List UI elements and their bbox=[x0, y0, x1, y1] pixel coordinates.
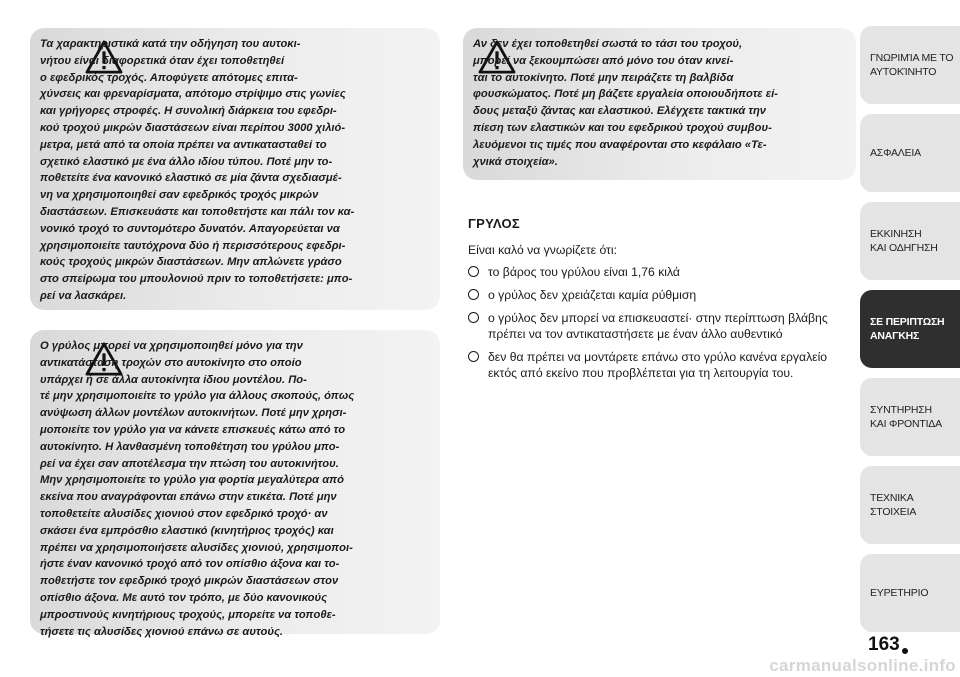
watermark: carmanualsonline.info bbox=[769, 656, 956, 675]
list-item: ο γρύλος δεν χρειάζεται καμία ρύθμιση bbox=[468, 287, 853, 303]
tab-index[interactable]: ΕΥΡΕΤΗΡΙΟ bbox=[860, 554, 960, 632]
tab-getting-to-know[interactable]: ΓΝΩΡΙΜΊΑ ΜΕ ΤΟ ΑΥΤΟΚΊΝΗΤΟ bbox=[860, 26, 960, 104]
section-title: ΓΡΥΛΟΣ bbox=[468, 216, 521, 231]
tab-safety[interactable]: ΑΣΦΑΛΕΙΑ bbox=[860, 114, 960, 192]
bullet-circle-icon bbox=[468, 266, 479, 277]
warning-text: Ο γρύλος μπορεί να χρησιμοποιηθεί μόνο για την αντικατάσταση τροχών στο αυτοκίνητο στο οποίο υπάρχει ή σε άλλα αυτοκίνητα ίδιου μοντέλου. Πο- τέ μην χρησιμοποιείτε το γρύλο για άλλους σκοπούς, όπως ανύψωση άλλων μοντέλων αυτοκινήτων. Ποτέ μην χρησι- μοποιείτε τον γρύλο για να κάνετε επισκευές κάτω από το αυτοκίνητο. Η λανθασμένη τοποθέτηση του γρύλου μπο- ρεί να έχει σαν αποτέλεσμα την πτώση του αυτοκινήτου. Μην χρησιμοποιείτε το γρύλο για φορτία μεγαλύτερα από εκείνα που αναγράφονται επάνω στην ετικέτα. Ποτέ μην τοποθετείτε αλυσίδες χιονιού στον εφεδρικό τροχό· αν σκάσει ένα εμπρόσθιο ελαστικό (κινητήριος τροχός) και πρέπει να χρησιμοποιήσετε αλυσίδες χιονιού, χρησιμοποι- ήστε έναν κανονικό τροχό από τον οπίσθιο άξονα και το- ποθετήστε τον εφεδρικό τροχό μικρών διαστάσεων στον οπίσθιο άξονα. Με αυτό τον τρόπο, με δύο κανονικούς μπροστινούς κινητήριους τροχούς, μπορείτε να τοποθε- τήσετε τις αλυσίδες χιονιού επάνω σε αυτούς. bbox=[40, 340, 355, 638]
page-number: 163 bbox=[868, 634, 900, 655]
warning-box-tire-handling bbox=[30, 28, 440, 310]
warning-text: Τα χαρακτηριστικά κατά την οδήγηση του αυτοκι- νήτου είναι διαφορετικά όταν έχει τοποθετηθεί ο εφεδρικός τροχός. Αποφύγετε απότομες επιτα- χύνσεις και φρεναρίσματα, απότομο στρίψιμο στις γωνίες και γρήγορες στροφές. Η συνολική διάρκεια του εφεδρι- κού τροχού μικρών διαστάσεων είναι περίπου 3000 χιλιό- μετρα, μετά από τα οποία πρέπει να αντικατασταθεί το σχετικό ελαστικό με ένα άλλο ιδίου τύπου. Ποτέ μην το- ποθετείτε ένα κανονικό ελαστικό σε μία ζάντα σχεδιασμέ- νη να χρησιμοποιηθεί σαν εφεδρικός τροχός μικρών διαστάσεων. Επισκευάστε και τοποθετήστε και πάλι τον κα- νονικό τροχό το συντομότερο δυνατόν. Απαγορεύεται να χρησιμοποιείτε ταυτόχρονα δύο ή περισσότερους εφεδρι- κούς τροχούς μικρών διαστάσεων. Μην απλώνετε γράσο στο σπείρωμα του μπουλονιού πριν το τοποθετήσετε: μπο- ρεί να λασκάρει. bbox=[40, 38, 355, 302]
tab-starting-driving[interactable]: ΕΚΚΙΝΗΣΗ ΚΑΙ ΟΔΗΓΗΣΗ bbox=[860, 202, 960, 280]
bullet-circle-icon bbox=[468, 312, 479, 323]
list-item: δεν θα πρέπει να μοντάρετε επάνω στο γρύλο κανένα εργαλείο εκτός από εκείνο που προβλέπεται για τη λειτουργία του. bbox=[468, 349, 853, 381]
warning-text: Αν δεν έχει τοποθετηθεί σωστά το τάσι του τροχού, μπορεί να ξεκουμπώσει από μόνο του όταν κινεί- ται το αυτοκίνητο. Ποτέ μην πειράζετε τη βαλβίδα φουσκώματος. Ποτέ μη βάζετε εργαλεία οποιουδήποτε εί- δους μεταξύ ζάντας και ελαστικού. Ελέγχετε τακτικά την πίεση των ελαστικών και του εφεδρικού τροχού συμβου- λευόμενοι τις τιμές που αναφέρονται στο κεφάλαιο «Τε- χνικά στοιχεία». bbox=[473, 38, 778, 168]
tab-technical-data[interactable]: ΤΕΧΝΙΚΑ ΣΤΟΙΧΕΙΑ bbox=[860, 466, 960, 544]
list-item: το βάρος του γρύλου είναι 1,76 κιλά bbox=[468, 264, 853, 280]
tab-emergency[interactable]: ΣΕ ΠΕΡΙΠΤΩΣΗ ΑΝΑΓΚΗΣ bbox=[860, 290, 960, 368]
warning-box-jack-usage bbox=[30, 330, 440, 638]
bullet-circle-icon bbox=[468, 351, 479, 362]
warning-box-hubcap bbox=[463, 28, 856, 180]
bullet-circle-icon bbox=[468, 289, 479, 300]
bullet-list bbox=[468, 264, 853, 388]
list-item: ο γρύλος δεν μπορεί να επισκευαστεί· στην περίπτωση βλάβης πρέπει να τον αντικαταστήσετε με έναν άλλο αυθεντικό bbox=[468, 310, 853, 342]
tab-maintenance[interactable]: ΣΥΝΤΗΡΗΣΗ ΚΑΙ ΦΡΟΝΤΙΔΑ bbox=[860, 378, 960, 456]
section-intro: Είναι καλό να γνωρίζετε ότι: bbox=[468, 243, 617, 257]
page-dot bbox=[902, 648, 908, 654]
